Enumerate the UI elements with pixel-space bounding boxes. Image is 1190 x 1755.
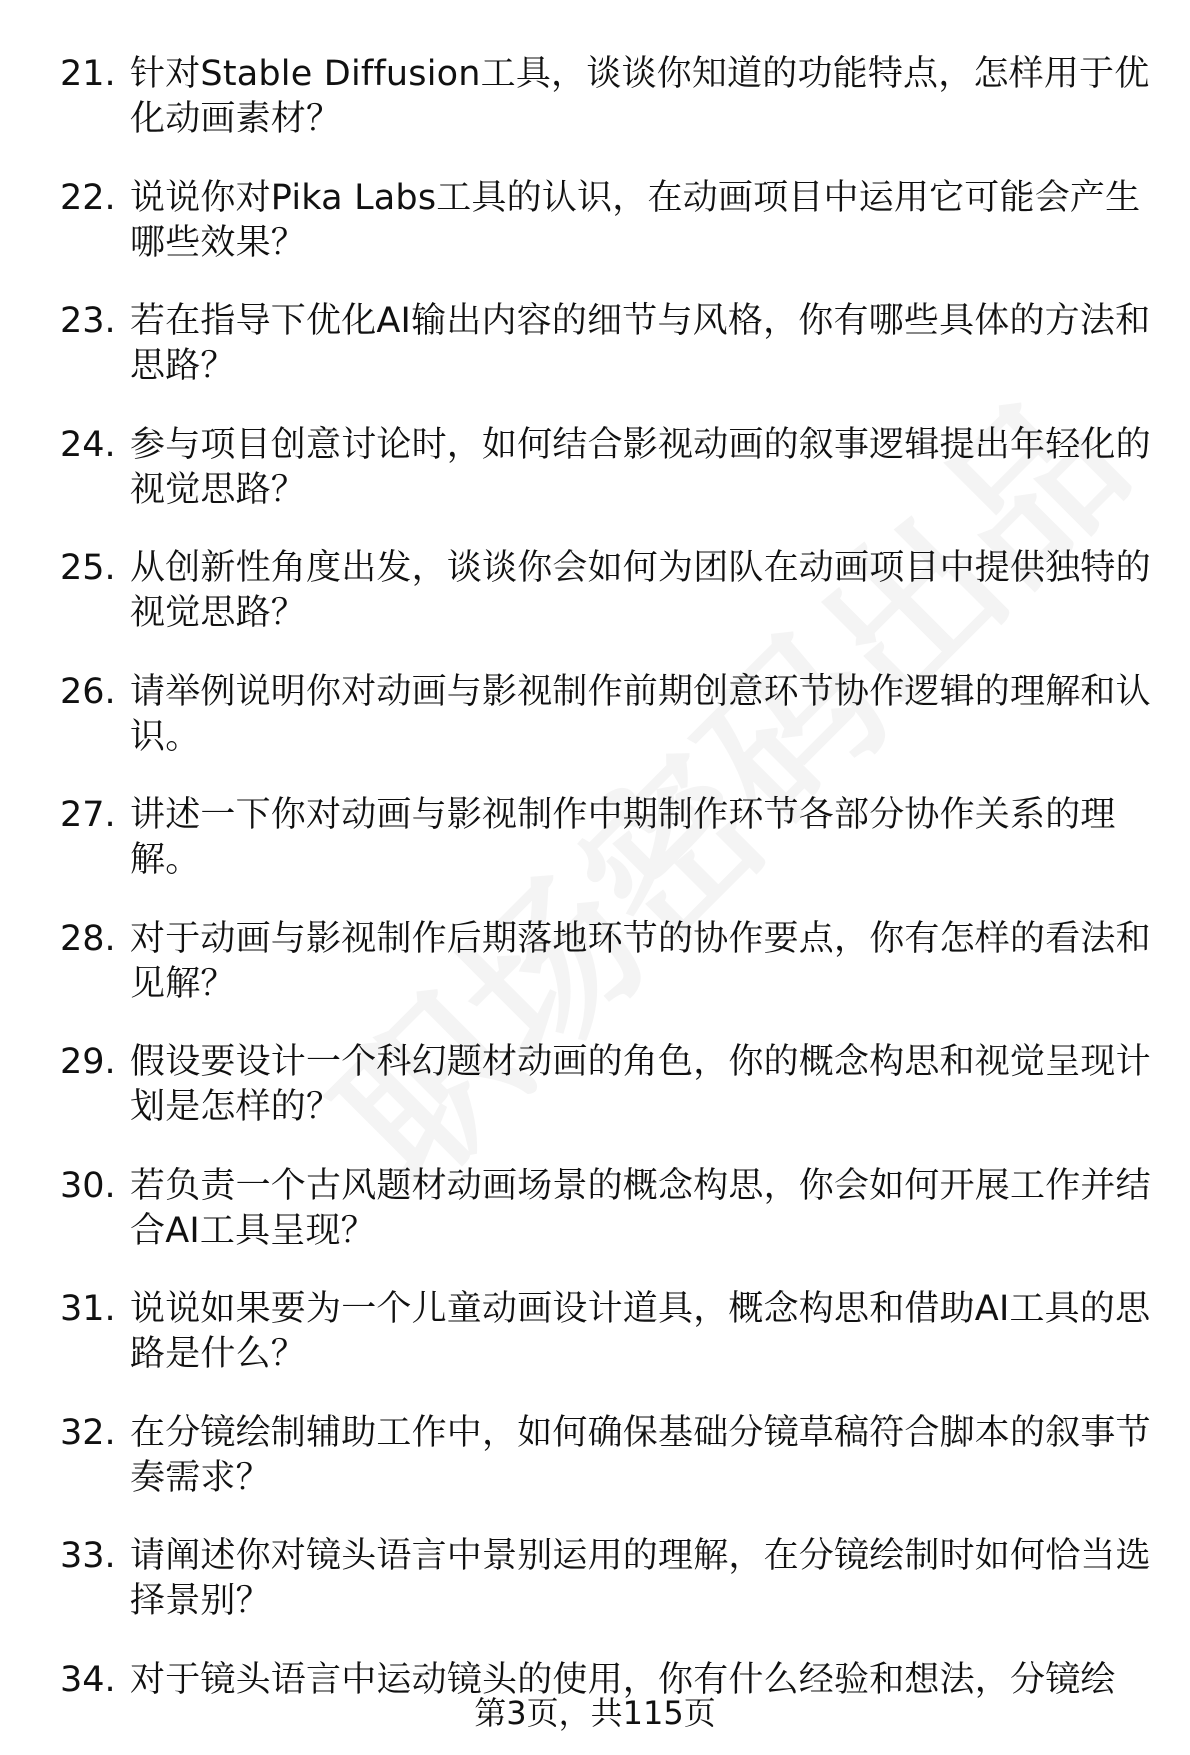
question-text: 假设要设计一个科幻题材动画的角色，你的概念构思和视觉呈现计划是怎样的？ xyxy=(130,1042,1151,1127)
question-item xyxy=(60,176,1155,300)
question-text: 若在指导下优化AI输出内容的细节与风格，你有哪些具体的方法和思路？ xyxy=(130,301,1151,386)
question-number: 26. xyxy=(60,671,116,712)
question-number: 29. xyxy=(60,1042,116,1082)
question-item xyxy=(60,1411,1155,1535)
question-item xyxy=(60,1040,1155,1164)
question-item xyxy=(60,917,1155,1041)
question-text: 对于镜头语言中运动镜头的使用，你有什么经验和想法，分镜绘 xyxy=(130,1659,1116,1700)
question-text: 说说你对Pika Labs工具的认识，在动画项目中运用它可能会产生哪些效果？ xyxy=(130,177,1141,263)
page-number-footer: 第3页，共115页 xyxy=(474,1694,716,1732)
question-text: 对于动画与影视制作后期落地环节的协作要点，你有怎样的看法和见解？ xyxy=(130,918,1151,1004)
question-item xyxy=(60,793,1155,917)
question-text: 参与项目创意讨论时，如何结合影视动画的叙事逻辑提出年轻化的视觉思路？ xyxy=(130,424,1151,510)
question-text: 说说如果要为一个儿童动画设计道具，概念构思和借助AI工具的思路是什么？ xyxy=(130,1289,1151,1374)
question-number: 24. xyxy=(60,424,116,465)
question-text: 请举例说明你对动画与影视制作前期创意环节协作逻辑的理解和认识。 xyxy=(130,671,1151,757)
question-text: 在分镜绘制辅助工作中，如何确保基础分镜草稿符合脚本的叙事节奏需求？ xyxy=(130,1412,1151,1498)
question-number: 31. xyxy=(60,1289,116,1329)
question-item xyxy=(60,670,1155,794)
question-item xyxy=(60,1534,1155,1658)
question-text: 从创新性角度出发，谈谈你会如何为团队在动画项目中提供独特的视觉思路？ xyxy=(130,548,1151,633)
question-list xyxy=(60,52,1155,1708)
question-item xyxy=(60,1164,1155,1288)
question-item xyxy=(60,52,1155,176)
question-number: 34. xyxy=(60,1659,116,1700)
question-number: 21. xyxy=(60,54,116,94)
question-item xyxy=(60,546,1155,670)
question-item xyxy=(60,423,1155,547)
question-number: 25. xyxy=(60,548,116,588)
question-number: 30. xyxy=(60,1165,116,1206)
question-item xyxy=(60,299,1155,423)
question-text: 若负责一个古风题材动画场景的概念构思，你会如何开展工作并结合AI工具呈现？ xyxy=(130,1165,1151,1251)
question-number: 28. xyxy=(60,918,116,959)
question-text: 针对Stable Diffusion工具，谈谈你知道的功能特点，怎样用于优化动画素材？ xyxy=(130,54,1150,139)
question-number: 27. xyxy=(60,795,116,835)
question-number: 22. xyxy=(60,177,116,218)
question-text: 讲述一下你对动画与影视制作中期制作环节各部分协作关系的理解。 xyxy=(130,795,1116,880)
question-text: 请阐述你对镜头语言中景别运用的理解，在分镜绘制时如何恰当选择景别？ xyxy=(130,1536,1151,1621)
question-number: 33. xyxy=(60,1536,116,1576)
question-number: 23. xyxy=(60,301,116,341)
question-number: 32. xyxy=(60,1412,116,1453)
question-item xyxy=(60,1287,1155,1411)
